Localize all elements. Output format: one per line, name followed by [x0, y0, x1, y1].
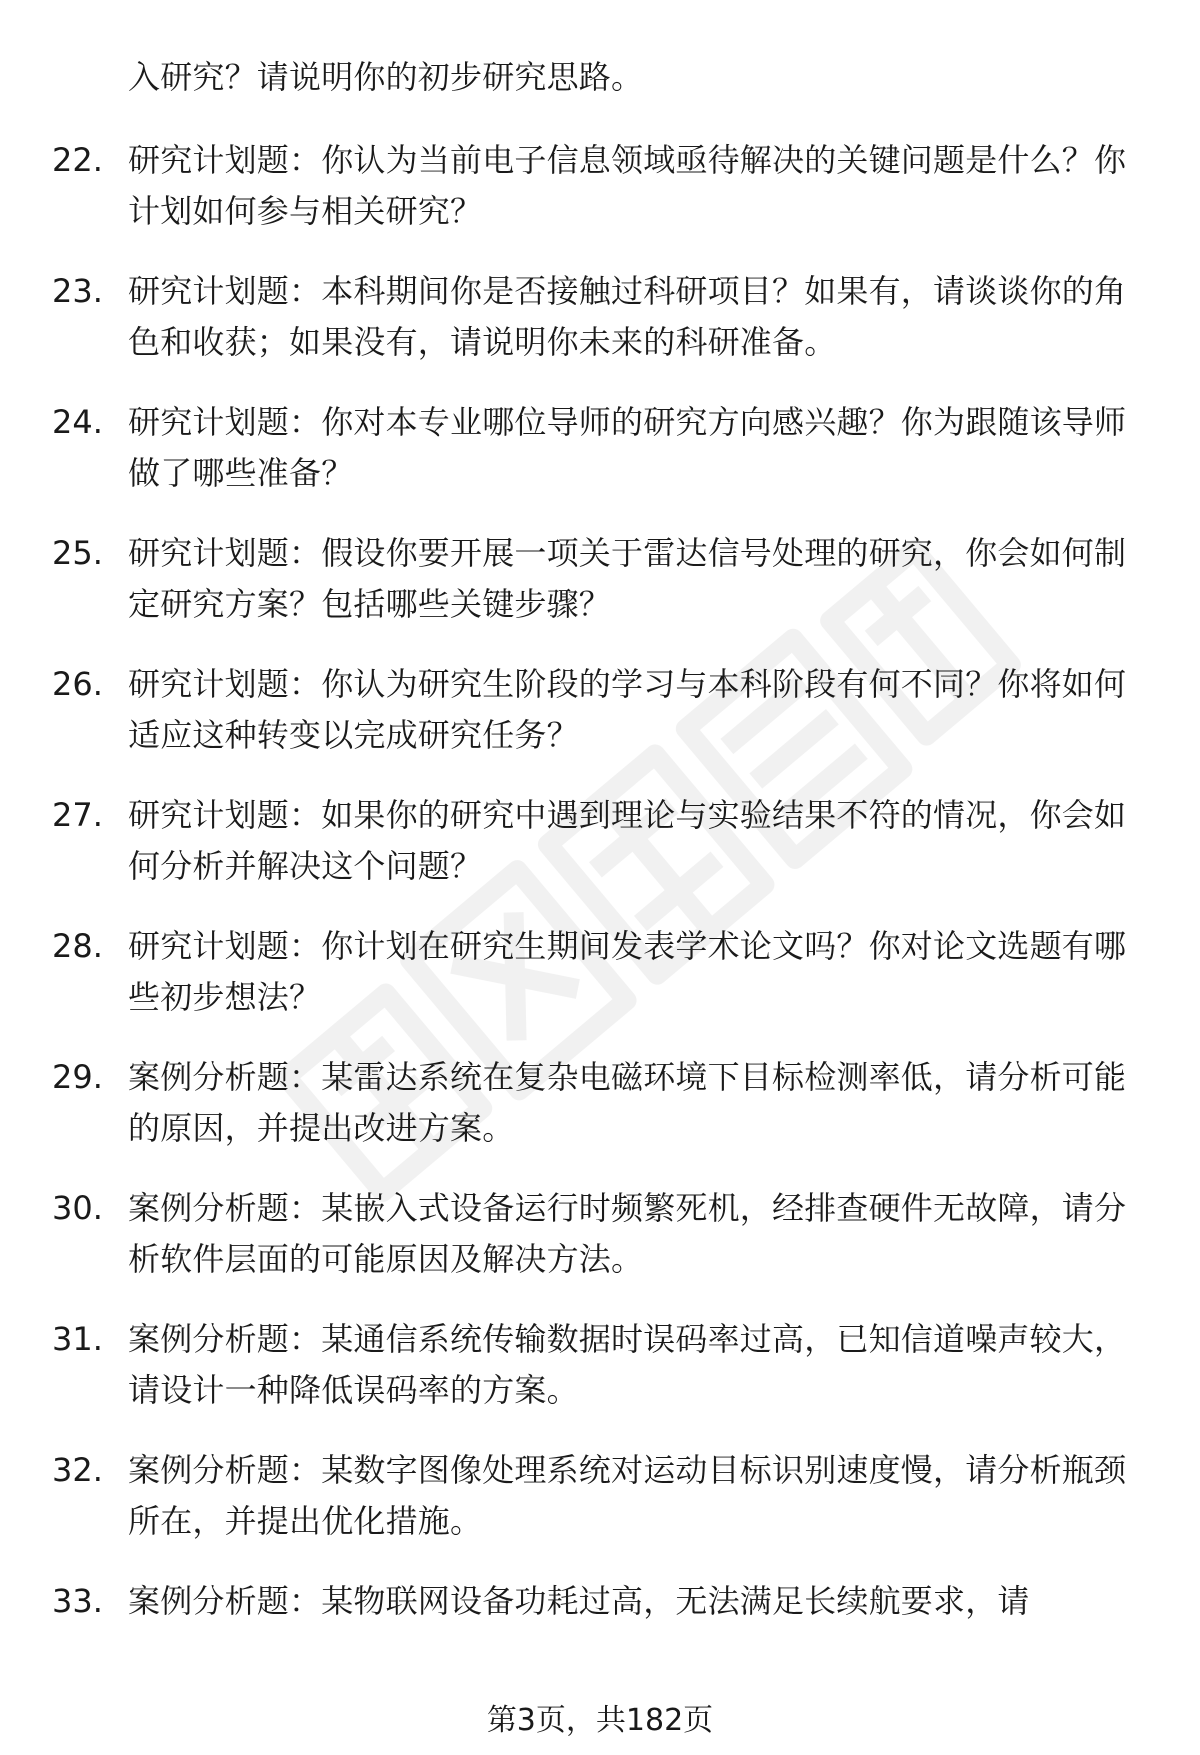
item-text: 案例分析题：某通信系统传输数据时误码率过高，已知信道噪声较大，请设计一种降低误码率的方案。	[128, 1320, 1127, 1409]
item-text: 研究计划题：假设你要开展一项关于雷达信号处理的研究，你会如何制定研究方案？包括哪些关键步骤？	[128, 534, 1127, 623]
list-item	[52, 135, 1152, 237]
item-number: 32.	[52, 1451, 103, 1489]
list-item	[52, 397, 1152, 499]
item-number: 27.	[52, 796, 103, 834]
list-item	[52, 1052, 1152, 1154]
item-number: 24.	[52, 403, 103, 441]
item-text: 研究计划题：你认为当前电子信息领域亟待解决的关键问题是什么？你计划如何参与相关研究？	[128, 141, 1127, 230]
item-number: 33.	[52, 1582, 103, 1620]
list-item	[52, 921, 1152, 1023]
item-text: 案例分析题：某雷达系统在复杂电磁环境下目标检测率低，请分析可能的原因，并提出改进方案。	[128, 1058, 1127, 1147]
question-list	[52, 52, 1152, 1656]
item-number: 30.	[52, 1189, 103, 1227]
page-number-footer: 第3页，共182页	[486, 1703, 714, 1738]
item-number: 31.	[52, 1320, 103, 1358]
item-number: 23.	[52, 272, 103, 310]
list-item	[52, 1314, 1152, 1416]
item-text: 案例分析题：某嵌入式设备运行时频繁死机，经排查硬件无故障，请分析软件层面的可能原因及解决方法。	[128, 1189, 1127, 1278]
list-item	[52, 790, 1152, 892]
item-number: 28.	[52, 927, 103, 965]
item-number: 25.	[52, 534, 103, 572]
list-item	[52, 1445, 1152, 1547]
item-text: 案例分析题：某物联网设备功耗过高，无法满足长续航要求，请	[128, 1582, 1030, 1620]
item-text: 研究计划题：你对本专业哪位导师的研究方向感兴趣？你为跟随该导师做了哪些准备？	[128, 403, 1127, 492]
list-item	[52, 528, 1152, 630]
list-item	[52, 1576, 1152, 1627]
item-text: 研究计划题：本科期间你是否接触过科研项目？如果有，请谈谈你的角色和收获；如果没有，请说明你未来的科研准备。	[128, 272, 1127, 361]
list-item	[52, 266, 1152, 368]
item-number: 26.	[52, 665, 103, 703]
list-item	[52, 659, 1152, 761]
item-text: 研究计划题：你认为研究生阶段的学习与本科阶段有何不同？你将如何适应这种转变以完成研究任务？	[128, 665, 1127, 754]
list-item-continuation	[52, 52, 1152, 103]
item-text: 案例分析题：某数字图像处理系统对运动目标识别速度慢，请分析瓶颈所在，并提出优化措施。	[128, 1451, 1127, 1540]
item-text: 入研究？请说明你的初步研究思路。	[128, 58, 644, 96]
item-text: 研究计划题：如果你的研究中遇到理论与实验结果不符的情况，你会如何分析并解决这个问题？	[128, 796, 1127, 885]
item-number: 29.	[52, 1058, 103, 1096]
item-text: 研究计划题：你计划在研究生期间发表学术论文吗？你对论文选题有哪些初步想法？	[128, 927, 1127, 1016]
item-number: 22.	[52, 141, 103, 179]
list-item	[52, 1183, 1152, 1285]
